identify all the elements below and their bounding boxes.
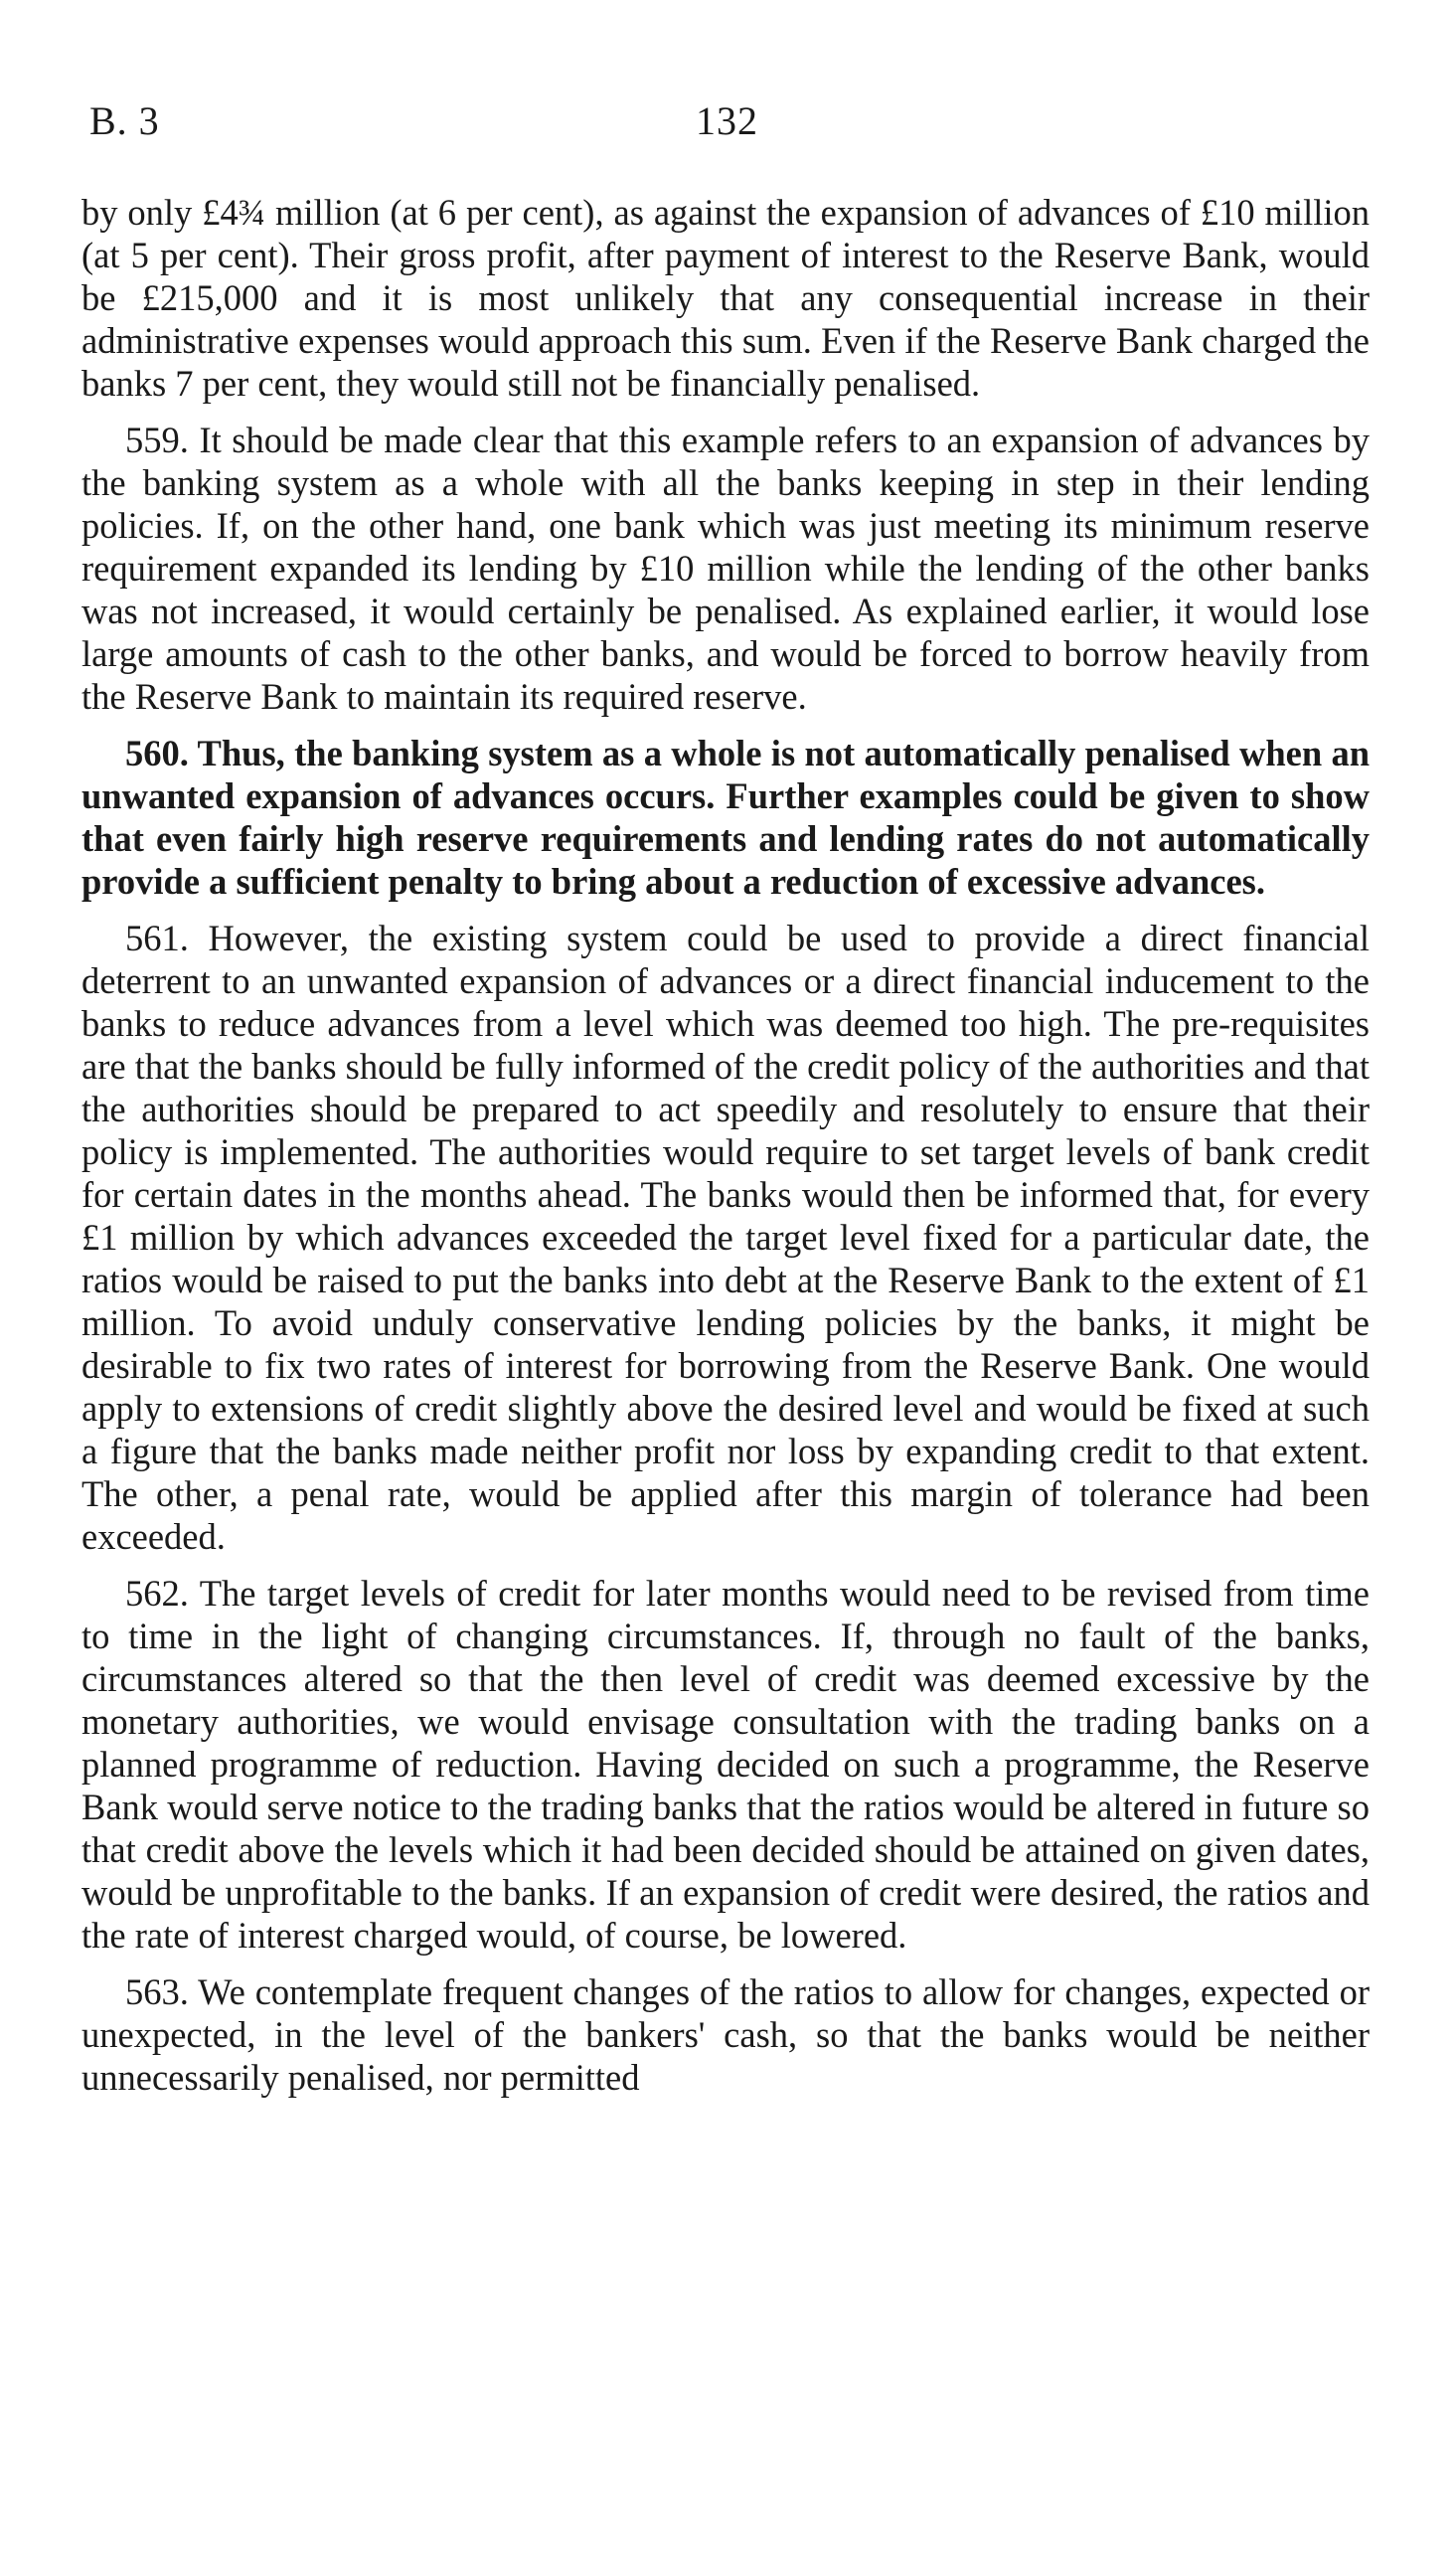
paragraph-563 <box>81 1970 1370 2099</box>
body-text <box>80 191 1372 2099</box>
paragraph-text: We contemplate frequent changes of the ratios to allow for changes, expected or unexpected, in the level of the bankers' cash, so that the banks would be neither unnecessarily penalised, nor permitted <box>81 1971 1370 2098</box>
paragraph-562 <box>81 1572 1370 1957</box>
paragraph-text: by only £4¾ million (at 6 per cent), as against the expansion of advances of £10 million (at 5 per cent). Their gross profit, after payment of interest to the Reserve Bank, would be £215,000 and it is most unlikely that any consequential increase in their administrative expenses would approach this sum. Even if the Reserve Bank charged the banks 7 per cent, they would still not be financially penalised. <box>81 192 1370 404</box>
document-page <box>80 89 1372 2113</box>
paragraph-559 <box>81 419 1370 718</box>
page-number: 132 <box>696 98 758 143</box>
paragraph-561 <box>81 917 1370 1558</box>
paragraph-text: The target levels of credit for later months would need to be revised from time to time in the light of changing circumstances. If, through no fault of the banks, circumstances altered so that the then level of credit was deemed excessive by the monetary authorities, we would envisage consultation with the trading banks on a planned programme of reduction. Having decided on such a programme, the Reserve Bank would serve notice to the trading banks that the ratios would be altered in future so that credit above the levels which it had been decided should be attained on given dates, would be unprofitable to the banks. If an expansion of credit were desired, the ratios and the rate of interest charged would, of course, be lowered. <box>81 1573 1371 1956</box>
document-reference: B. 3 <box>89 98 160 143</box>
paragraph-continued <box>81 191 1370 405</box>
paragraph-number: 559. <box>125 420 189 460</box>
paragraph-number: 560. <box>125 733 189 773</box>
paragraph-number: 563. <box>125 1971 189 2012</box>
paragraph-text: It should be made clear that this example refers to an expansion of advances by the banking system as a whole with all the banks keeping in step in their lending policies. If, on the other hand, one bank which was just meeting its minimum reserve requirement expanded its lending by £10 million while the lending of the other banks was not increased, it would certainly be penalised. As explained earlier, it would lose large amounts of cash to the other banks, and would be forced to borrow heavily from the Reserve Bank to maintain its required reserve. <box>81 420 1370 717</box>
page-header <box>80 89 1372 149</box>
paragraph-560 <box>81 732 1370 903</box>
paragraph-text: Thus, the banking system as a whole is not automatically penalised when an unwanted expansion of advances occurs. Further examples could be given to show that even fairly high reserve requirements and lending rates do not automatically provide a sufficient penalty to bring about a reduction of excessive advances. <box>81 733 1371 902</box>
paragraph-number: 561. <box>125 918 189 958</box>
paragraph-number: 562. <box>125 1573 189 1614</box>
paragraph-text: However, the existing system could be used to provide a direct financial deterrent to an unwanted expansion of advances or a direct financial inducement to the banks to reduce advances from a level which was deemed too high. The pre-requisites are that the banks should be fully informed of the credit policy of the authorities and that the authorities should be prepared to act speedily and resolutely to ensure that their policy is implemented. The authorities would require to set target levels of bank credit for certain dates in the months ahead. The banks would then be informed that, for every £1 million by which advances exceeded the target level fixed for a particular date, the ratios would be raised to put the banks into debt at the Reserve Bank to the extent of £1 million. To avoid unduly conservative lending policies by the banks, it might be desirable to fix two rates of interest for borrowing from the Reserve Bank. One would apply to extensions of credit slightly above the desired level and would be fixed at such a figure that the banks made neither profit nor loss by expanding credit to that extent. The other, a penal rate, would be applied after this margin of tolerance had been exceeded. <box>81 918 1370 1557</box>
